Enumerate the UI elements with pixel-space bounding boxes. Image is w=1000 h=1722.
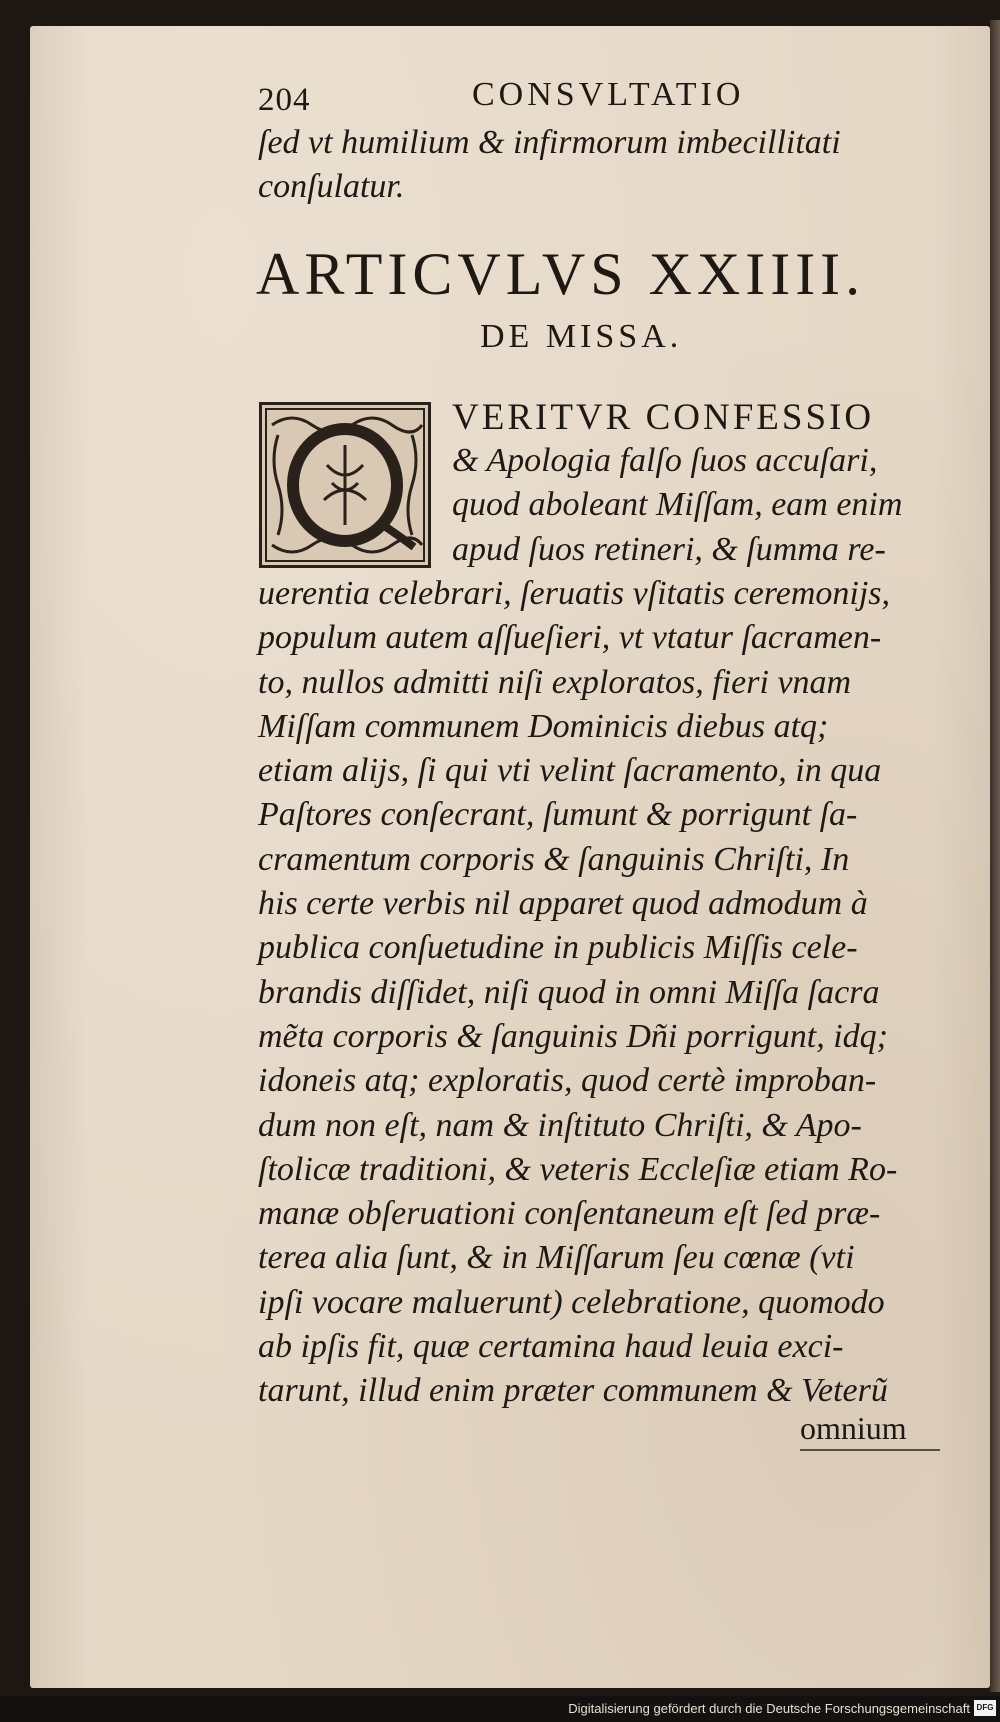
- continuation-line: conſulatur.: [258, 168, 405, 205]
- page-number: 204: [258, 82, 311, 118]
- article-title: ARTICVLVS XXIIII.: [256, 241, 866, 307]
- catchword-rule: [800, 1449, 940, 1451]
- article-first-line: VERITVR CONFESSIO: [452, 397, 875, 438]
- body-line: cramentum corporis & ſanguinis Chriſti, In: [258, 841, 850, 878]
- body-line: idoneis atq; exploratis, quod certè improban-: [258, 1062, 877, 1099]
- continuation-line: ſed vt humilium & infirmorum imbecillitati: [258, 124, 841, 161]
- dfg-logo: DFG: [974, 1700, 996, 1716]
- body-line: etiam alijs, ſi qui vti velint ſacramento, in qua: [258, 752, 882, 789]
- body-line: Paſtores conſecrant, ſumunt & porrigunt ſa-: [258, 796, 858, 833]
- body-line: manæ obſeruationi conſentaneum eſt ſed præ-: [258, 1195, 881, 1232]
- body-line: apud ſuos retineri, & ſumma re-: [452, 531, 886, 568]
- running-head: CONSVLTATIO: [472, 76, 745, 113]
- body-line: uerentia celebrari, ſeruatis vſitatis ceremonijs,: [258, 575, 891, 612]
- ornament-icon: [262, 405, 428, 565]
- body-line: ab ipſis fit, quæ certamina haud leuia exci-: [258, 1328, 844, 1365]
- body-line: ipſi vocare maluerunt) celebratione, quomodo: [258, 1284, 885, 1321]
- body-line: publica conſuetudine in publicis Miſſis cele-: [258, 929, 858, 966]
- body-line: & Apologia falſo ſuos accuſari,: [452, 442, 878, 479]
- decorated-initial: [259, 402, 431, 568]
- body-line: tarunt, illud enim præter communem & Veterũ: [258, 1372, 888, 1409]
- body-line: to, nullos admitti niſi exploratos, fieri vnam: [258, 664, 852, 701]
- catchword: omnium: [800, 1410, 907, 1446]
- footer-credit: Digitalisierung gefördert durch die Deutsche Forschungsgemeinschaft: [568, 1701, 970, 1716]
- body-line: ſtolicæ traditioni, & veteris Eccleſiæ etiam Ro-: [258, 1151, 898, 1188]
- article-subtitle: DE MISSA.: [480, 318, 683, 355]
- page-edge: [990, 20, 1000, 1692]
- body-line: Miſſam communem Dominicis diebus atq;: [258, 708, 829, 745]
- body-line: quod aboleant Miſſam, eam enim: [452, 486, 903, 523]
- body-line: brandis diſſidet, niſi quod in omni Miſſa ſacra: [258, 974, 880, 1011]
- body-line: dum non eſt, nam & inſtituto Chriſti, & Apo-: [258, 1107, 862, 1144]
- body-line: populum autem aſſueſieri, vt vtatur ſacramen-: [258, 619, 882, 656]
- body-line: terea alia ſunt, & in Miſſarum ſeu cœnæ (vti: [258, 1239, 855, 1276]
- body-line: his certe verbis nil apparet quod admodum à: [258, 885, 868, 922]
- body-line: mẽta corporis & ſanguinis Dñi porrigunt, idq;: [258, 1018, 888, 1055]
